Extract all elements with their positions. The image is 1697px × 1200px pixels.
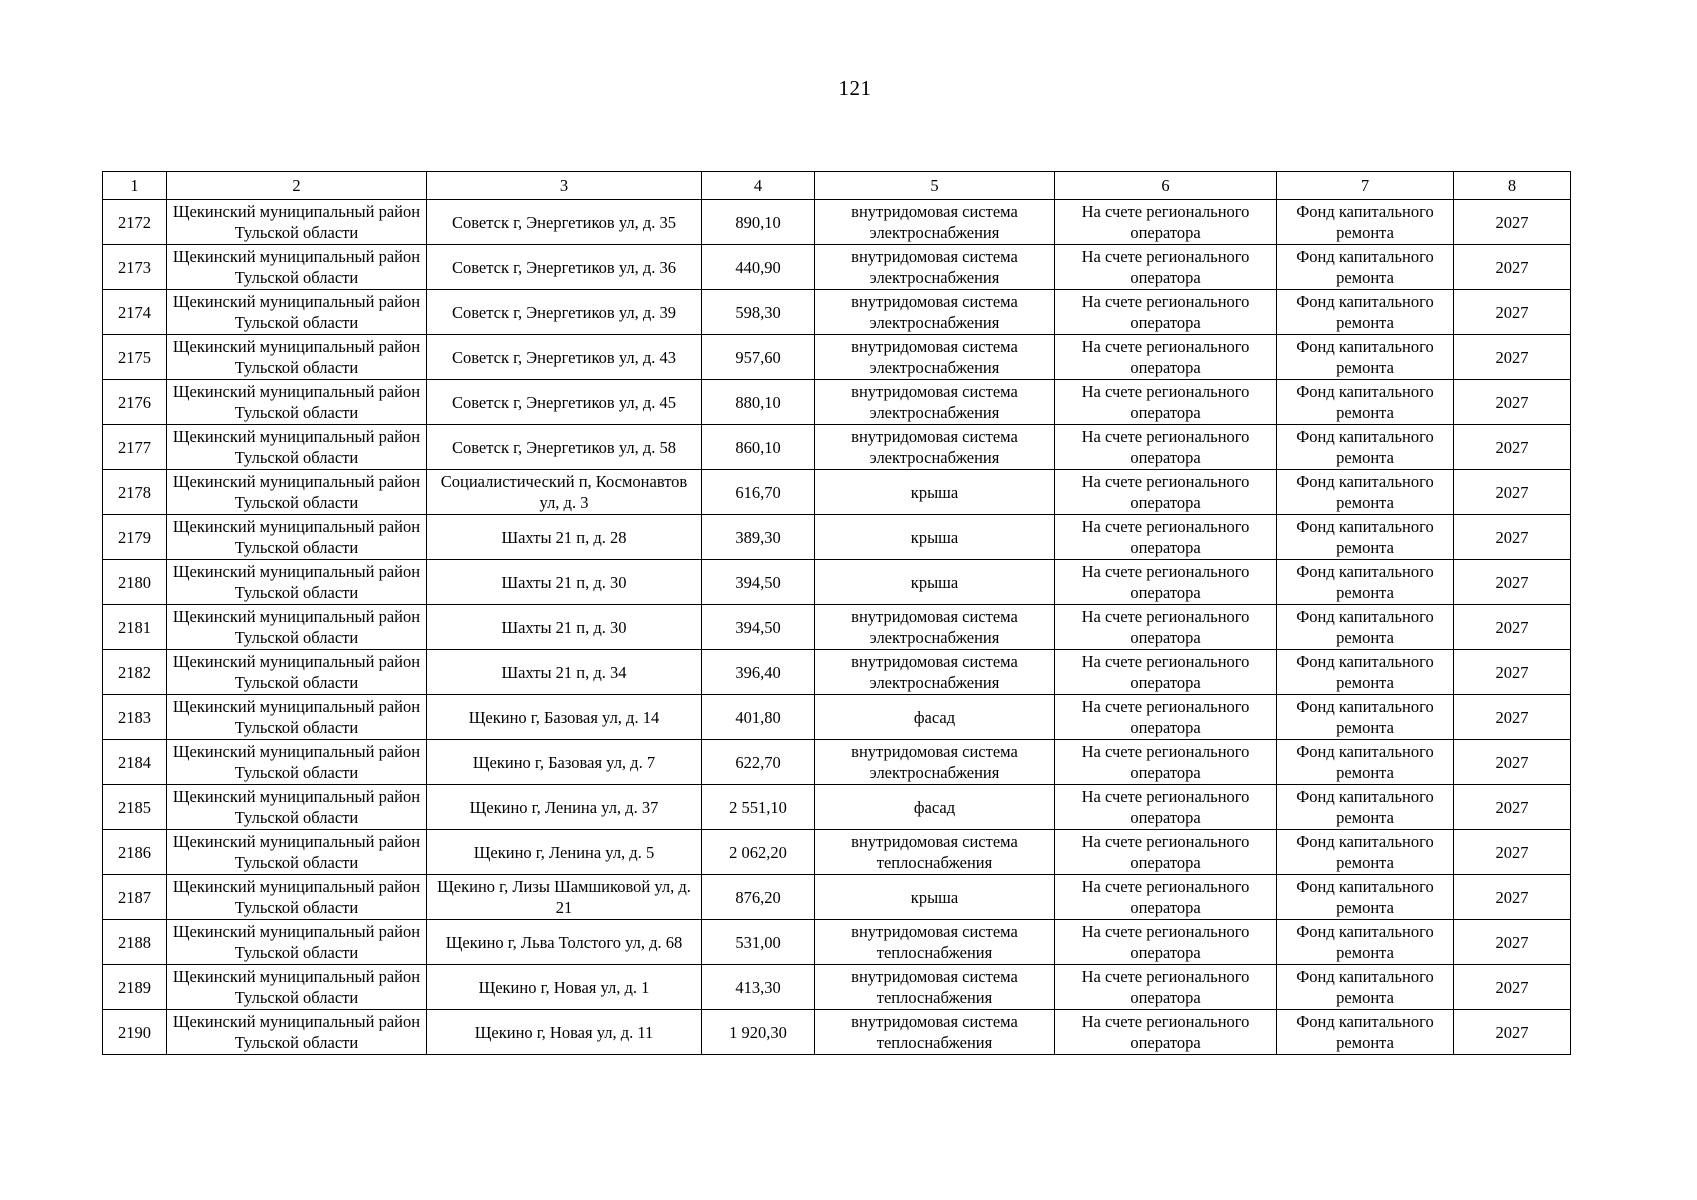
cell-funding-source: Фонд капитального ремонта [1277,560,1454,605]
cell-row-number: 2190 [103,1010,167,1055]
table-row [103,335,1571,380]
cell-area: 957,60 [702,335,815,380]
cell-year: 2027 [1454,695,1571,740]
column-header-6: 6 [1055,172,1277,200]
cell-year: 2027 [1454,920,1571,965]
cell-year: 2027 [1454,380,1571,425]
cell-municipality: Щекинский муниципальный район Тульской области [167,425,427,470]
table-row [103,245,1571,290]
cell-work-type: внутридомовая система электроснабжения [815,245,1055,290]
cell-work-type: внутридомовая система электроснабжения [815,200,1055,245]
column-header-4: 4 [702,172,815,200]
cell-fund-account: На счете регионального оператора [1055,335,1277,380]
table-body [103,200,1571,1055]
cell-funding-source: Фонд капитального ремонта [1277,245,1454,290]
cell-row-number: 2177 [103,425,167,470]
cell-municipality: Щекинский муниципальный район Тульской области [167,830,427,875]
table-row [103,290,1571,335]
cell-area: 876,20 [702,875,815,920]
cell-area: 396,40 [702,650,815,695]
cell-funding-source: Фонд капитального ремонта [1277,740,1454,785]
cell-year: 2027 [1454,290,1571,335]
cell-year: 2027 [1454,785,1571,830]
cell-row-number: 2176 [103,380,167,425]
table-row [103,605,1571,650]
table-row [103,560,1571,605]
cell-year: 2027 [1454,830,1571,875]
cell-row-number: 2181 [103,605,167,650]
cell-year: 2027 [1454,200,1571,245]
cell-area: 401,80 [702,695,815,740]
cell-address: Щекино г, Ленина ул, д. 37 [427,785,702,830]
cell-address: Щекино г, Новая ул, д. 1 [427,965,702,1010]
cell-area: 389,30 [702,515,815,560]
cell-municipality: Щекинский муниципальный район Тульской области [167,1010,427,1055]
cell-funding-source: Фонд капитального ремонта [1277,515,1454,560]
cell-address: Советск г, Энергетиков ул, д. 39 [427,290,702,335]
cell-work-type: внутридомовая система электроснабжения [815,335,1055,380]
cell-work-type: фасад [815,695,1055,740]
cell-area: 2 062,20 [702,830,815,875]
cell-fund-account: На счете регионального оператора [1055,875,1277,920]
cell-work-type: крыша [815,875,1055,920]
cell-address: Шахты 21 п, д. 30 [427,605,702,650]
cell-municipality: Щекинский муниципальный район Тульской области [167,740,427,785]
cell-municipality: Щекинский муниципальный район Тульской области [167,695,427,740]
cell-fund-account: На счете регионального оператора [1055,515,1277,560]
cell-fund-account: На счете регионального оператора [1055,1010,1277,1055]
cell-row-number: 2178 [103,470,167,515]
table-row [103,200,1571,245]
cell-year: 2027 [1454,965,1571,1010]
cell-fund-account: На счете регионального оператора [1055,650,1277,695]
cell-work-type: внутридомовая система электроснабжения [815,380,1055,425]
cell-address: Советск г, Энергетиков ул, д. 58 [427,425,702,470]
cell-row-number: 2189 [103,965,167,1010]
cell-funding-source: Фонд капитального ремонта [1277,605,1454,650]
cell-municipality: Щекинский муниципальный район Тульской области [167,335,427,380]
column-header-1: 1 [103,172,167,200]
cell-funding-source: Фонд капитального ремонта [1277,470,1454,515]
cell-work-type: внутридомовая система электроснабжения [815,425,1055,470]
cell-municipality: Щекинский муниципальный район Тульской области [167,380,427,425]
table-row [103,740,1571,785]
table-row [103,965,1571,1010]
cell-address: Советск г, Энергетиков ул, д. 36 [427,245,702,290]
cell-address: Щекино г, Базовая ул, д. 7 [427,740,702,785]
cell-work-type: внутридомовая система электроснабжения [815,605,1055,650]
cell-work-type: внутридомовая система теплоснабжения [815,1010,1055,1055]
cell-area: 622,70 [702,740,815,785]
column-header-3: 3 [427,172,702,200]
cell-address: Советск г, Энергетиков ул, д. 45 [427,380,702,425]
table-header [103,172,1571,200]
column-header-7: 7 [1277,172,1454,200]
cell-funding-source: Фонд капитального ремонта [1277,290,1454,335]
cell-row-number: 2187 [103,875,167,920]
cell-funding-source: Фонд капитального ремонта [1277,875,1454,920]
column-header-5: 5 [815,172,1055,200]
table-row [103,515,1571,560]
cell-address: Социалистический п, Космонавтов ул, д. 3 [427,470,702,515]
cell-fund-account: На счете регионального оператора [1055,605,1277,650]
cell-year: 2027 [1454,425,1571,470]
cell-work-type: крыша [815,515,1055,560]
table-row [103,380,1571,425]
cell-year: 2027 [1454,650,1571,695]
cell-fund-account: На счете регионального оператора [1055,560,1277,605]
cell-address: Щекино г, Ленина ул, д. 5 [427,830,702,875]
cell-work-type: внутридомовая система электроснабжения [815,650,1055,695]
table-row [103,1010,1571,1055]
cell-year: 2027 [1454,605,1571,650]
cell-funding-source: Фонд капитального ремонта [1277,920,1454,965]
cell-funding-source: Фонд капитального ремонта [1277,1010,1454,1055]
cell-row-number: 2172 [103,200,167,245]
cell-address: Советск г, Энергетиков ул, д. 43 [427,335,702,380]
cell-address: Шахты 21 п, д. 28 [427,515,702,560]
cell-fund-account: На счете регионального оператора [1055,695,1277,740]
cell-municipality: Щекинский муниципальный район Тульской области [167,200,427,245]
cell-row-number: 2186 [103,830,167,875]
cell-municipality: Щекинский муниципальный район Тульской области [167,560,427,605]
cell-address: Шахты 21 п, д. 34 [427,650,702,695]
cell-funding-source: Фонд капитального ремонта [1277,695,1454,740]
table-row [103,875,1571,920]
table-row [103,920,1571,965]
cell-area: 616,70 [702,470,815,515]
cell-municipality: Щекинский муниципальный район Тульской области [167,290,427,335]
cell-work-type: внутридомовая система теплоснабжения [815,830,1055,875]
cell-work-type: внутридомовая система теплоснабжения [815,965,1055,1010]
cell-municipality: Щекинский муниципальный район Тульской области [167,245,427,290]
cell-address: Щекино г, Базовая ул, д. 14 [427,695,702,740]
cell-fund-account: На счете регионального оператора [1055,830,1277,875]
cell-area: 440,90 [702,245,815,290]
cell-area: 394,50 [702,560,815,605]
cell-municipality: Щекинский муниципальный район Тульской области [167,515,427,560]
cell-fund-account: На счете регионального оператора [1055,290,1277,335]
cell-year: 2027 [1454,515,1571,560]
cell-area: 531,00 [702,920,815,965]
cell-row-number: 2188 [103,920,167,965]
cell-funding-source: Фонд капитального ремонта [1277,335,1454,380]
cell-work-type: крыша [815,560,1055,605]
cell-fund-account: На счете регионального оператора [1055,245,1277,290]
cell-area: 394,50 [702,605,815,650]
table-row [103,695,1571,740]
cell-funding-source: Фонд капитального ремонта [1277,830,1454,875]
cell-area: 890,10 [702,200,815,245]
cell-fund-account: На счете регионального оператора [1055,380,1277,425]
cell-municipality: Щекинский муниципальный район Тульской области [167,785,427,830]
cell-municipality: Щекинский муниципальный район Тульской области [167,650,427,695]
cell-fund-account: На счете регионального оператора [1055,425,1277,470]
cell-funding-source: Фонд капитального ремонта [1277,965,1454,1010]
cell-fund-account: На счете регионального оператора [1055,200,1277,245]
cell-funding-source: Фонд капитального ремонта [1277,425,1454,470]
cell-row-number: 2182 [103,650,167,695]
cell-area: 1 920,30 [702,1010,815,1055]
cell-area: 880,10 [702,380,815,425]
cell-fund-account: На счете регионального оператора [1055,740,1277,785]
cell-municipality: Щекинский муниципальный район Тульской области [167,470,427,515]
cell-fund-account: На счете регионального оператора [1055,470,1277,515]
cell-year: 2027 [1454,1010,1571,1055]
cell-year: 2027 [1454,335,1571,380]
table-row [103,650,1571,695]
cell-address: Щекино г, Лизы Шамшиковой ул, д. 21 [427,875,702,920]
cell-address: Советск г, Энергетиков ул, д. 35 [427,200,702,245]
cell-row-number: 2173 [103,245,167,290]
column-header-2: 2 [167,172,427,200]
cell-funding-source: Фонд капитального ремонта [1277,380,1454,425]
table-row [103,425,1571,470]
cell-fund-account: На счете регионального оператора [1055,785,1277,830]
cell-year: 2027 [1454,245,1571,290]
cell-work-type: фасад [815,785,1055,830]
cell-municipality: Щекинский муниципальный район Тульской области [167,965,427,1010]
cell-address: Щекино г, Новая ул, д. 11 [427,1010,702,1055]
cell-row-number: 2183 [103,695,167,740]
cell-year: 2027 [1454,470,1571,515]
cell-fund-account: На счете регионального оператора [1055,920,1277,965]
cell-municipality: Щекинский муниципальный район Тульской области [167,920,427,965]
cell-year: 2027 [1454,740,1571,785]
cell-area: 598,30 [702,290,815,335]
cell-work-type: внутридомовая система электроснабжения [815,740,1055,785]
cell-fund-account: На счете регионального оператора [1055,965,1277,1010]
cell-area: 860,10 [702,425,815,470]
cell-row-number: 2175 [103,335,167,380]
cell-work-type: крыша [815,470,1055,515]
repair-register-table [102,171,1571,1055]
table-row [103,470,1571,515]
header-row [103,172,1571,200]
cell-row-number: 2179 [103,515,167,560]
cell-funding-source: Фонд капитального ремонта [1277,650,1454,695]
cell-work-type: внутридомовая система электроснабжения [815,290,1055,335]
cell-year: 2027 [1454,560,1571,605]
cell-row-number: 2180 [103,560,167,605]
table-row [103,830,1571,875]
cell-row-number: 2184 [103,740,167,785]
cell-address: Шахты 21 п, д. 30 [427,560,702,605]
cell-funding-source: Фонд капитального ремонта [1277,785,1454,830]
cell-area: 413,30 [702,965,815,1010]
column-header-8: 8 [1454,172,1571,200]
cell-funding-source: Фонд капитального ремонта [1277,200,1454,245]
table-row [103,785,1571,830]
cell-address: Щекино г, Льва Толстого ул, д. 68 [427,920,702,965]
cell-row-number: 2174 [103,290,167,335]
cell-municipality: Щекинский муниципальный район Тульской области [167,605,427,650]
cell-year: 2027 [1454,875,1571,920]
page-number: 121 [838,76,872,100]
cell-work-type: внутридомовая система теплоснабжения [815,920,1055,965]
cell-area: 2 551,10 [702,785,815,830]
cell-row-number: 2185 [103,785,167,830]
cell-municipality: Щекинский муниципальный район Тульской области [167,875,427,920]
